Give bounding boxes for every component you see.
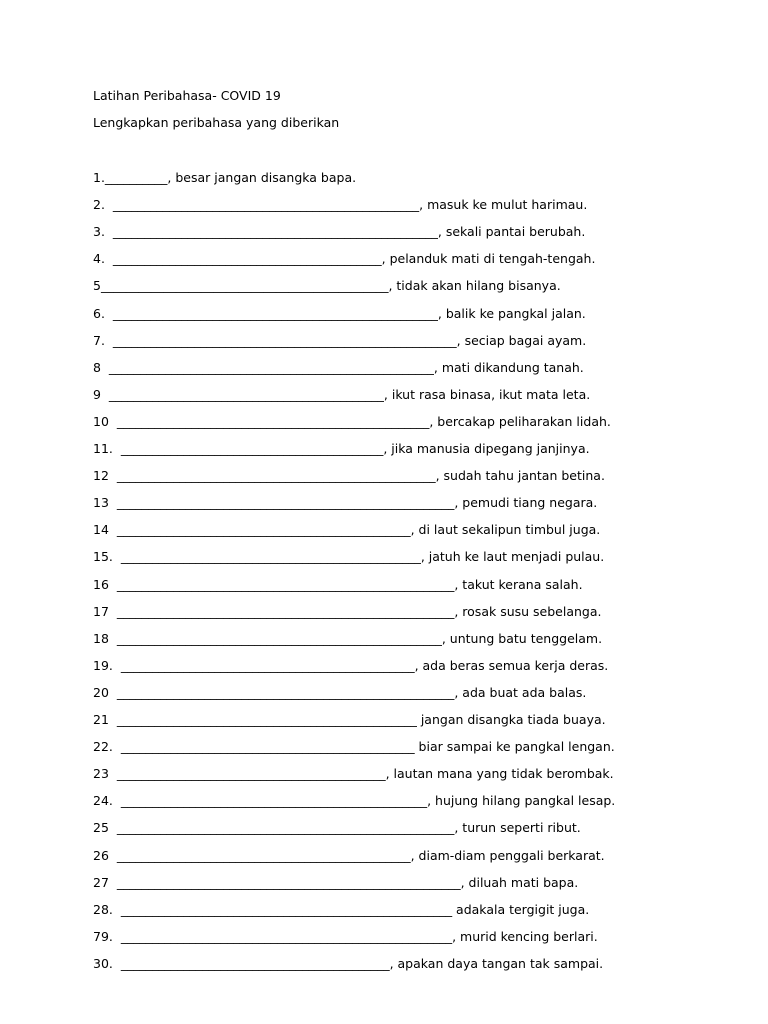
question-item-26: 26 _______________________________________________, diam-diam penggali berkarat. [93,847,605,863]
question-item-3: 3. ____________________________________________________, sekali pantai berubah. [93,224,586,240]
question-item-6: 6. ____________________________________________________, balik ke pangkal jalan. [93,305,586,321]
question-item-24: 24. _________________________________________________, hujung hilang pangkal lesap. [93,793,616,809]
question-item-10: 10 __________________________________________________, bercakap peliharakan lidah. [93,413,611,429]
question-item-21: 21 ________________________________________________ jangan disangka tiada buaya. [93,712,606,727]
question-item-29: 79. _____________________________________________________, murid kencing berlari. [93,928,598,944]
question-item-8: 8 ____________________________________________________, mati dikandung tanah. [93,359,584,375]
question-item-20: 20 ______________________________________________________, ada buat ada balas. [93,684,587,700]
question-item-23: 23 ___________________________________________, lautan mana yang tidak berombak. [93,766,614,782]
question-item-13: 13 ______________________________________________________, pemudi tiang negara. [93,495,598,511]
question-item-18: 18 ____________________________________________________, untung batu tenggelam. [93,630,603,646]
question-item-4: 4. ___________________________________________, pelanduk mati di tengah-tengah. [93,251,596,267]
question-item-27: 27 _______________________________________________________, diluah mati bapa. [93,874,579,890]
question-item-2: 2. _________________________________________________, masuk ke mulut harimau. [93,197,588,213]
question-item-12: 12 ___________________________________________________, sudah tahu jantan betina. [93,468,605,484]
question-item-17: 17 ______________________________________________________, rosak susu sebelanga. [93,603,602,619]
question-item-19: 19. _______________________________________________, ada beras semua kerja deras. [93,657,609,673]
question-item-5: 5______________________________________________, tidak akan hilang bisanya. [93,278,561,294]
question-item-25: 25 ______________________________________________________, turun seperti ribut. [93,820,581,836]
worksheet-title: Latihan Peribahasa- COVID 19 [93,88,281,103]
question-item-16: 16 ______________________________________________________, takut kerana salah. [93,576,583,592]
question-item-7: 7. _______________________________________________________, seciap bagai ayam. [93,332,587,348]
question-item-9: 9 ____________________________________________, ikut rasa binasa, ikut mata leta. [93,386,591,402]
question-item-30: 30. ___________________________________________, apakan daya tangan tak sampai. [93,955,604,971]
question-item-14: 14 _______________________________________________, di laut sekalipun timbul juga. [93,522,601,538]
question-item-22: 22. _______________________________________________ biar sampai ke pangkal lengan. [93,739,615,755]
question-item-11: 11. __________________________________________, jika manusia dipegang janjinya. [93,441,590,456]
question-item-15: 15. ________________________________________________, jatuh ke laut menjadi pulau. [93,549,605,565]
question-item-28: 28. _____________________________________________________ adakala tergigit juga. [93,901,590,917]
question-item-1: 1.__________, besar jangan disangka bapa. [93,170,357,185]
worksheet-instruction: Lengkapkan peribahasa yang diberikan [93,115,340,130]
